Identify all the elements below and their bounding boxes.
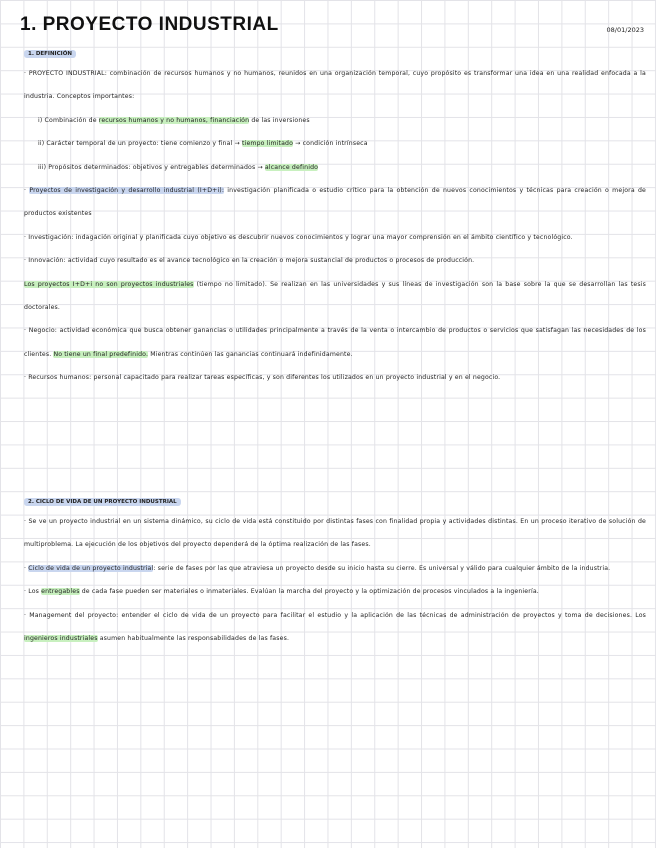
paragraph-entregables xyxy=(24,580,646,603)
paragraph-idi xyxy=(24,179,646,226)
concept-item-iii xyxy=(24,156,646,179)
highlight-alcance: alcance definido xyxy=(264,163,319,171)
paragraph-sistema-dinamico: · Se ve un proyecto industrial en un sistema dinámico, su ciclo de vida está constituido por distintas fases con finalidad propia y actividades distintas. En un proceso iterativo de solución de multiproblema. La ejecución de los objetivos del proyecto dependerá de la óptima realización de las fases. xyxy=(24,518,646,549)
paragraph-text: (tiempo no limitado). Se realizan en las universidades y sus líneas de investigación son la base sobre la que se desarrollan las tesis doctorales. xyxy=(24,280,646,312)
highlight-ciclo-vida: Ciclo de vida de un proyecto industrial xyxy=(28,564,154,572)
bullet-text: · xyxy=(24,564,29,572)
concept-text: i) Combinación de xyxy=(38,116,99,124)
concept-text: ii) Carácter temporal de un proyecto: tiene comienzo y final → xyxy=(38,140,243,148)
paragraph-text: de cada fase pueden ser materiales o inmateriales. Evalúan la marcha del proyecto y la optimización de procesos vinculados a la ingeniería. xyxy=(79,588,539,596)
paragraph-management xyxy=(24,604,646,651)
highlight-ingenieros: ingenieros industriales xyxy=(24,635,98,643)
paragraph-negocio xyxy=(24,319,646,366)
highlight-idi-note: Los proyectos I+D+i no son proyectos industriales xyxy=(24,280,194,288)
highlight-recursos: recursos humanos y no humanos, financiación xyxy=(98,116,250,124)
concept-text: de las inversiones xyxy=(249,116,310,124)
paragraph-text: · Los xyxy=(24,588,42,596)
section-heading-ciclo-vida: 2. CICLO DE VIDA DE UN PROYECTO INDUSTRIAL xyxy=(24,498,181,506)
paragraph-text: · Negocio: actividad económica que busca obtener ganancias o utilidades principalmente a través de la venta o intercambio de productos o servicios que satisfagan las necesidades de los clientes. xyxy=(24,327,646,358)
paragraph-text: asumen habitualmente las responsabilidades de las fases. xyxy=(97,635,290,643)
concept-item-ii xyxy=(24,132,646,155)
paragraph-innovacion: · Innovación: actividad cuyo resultado es el avance tecnológico en la creación o mejora sustancial de productos o procesos de producción. xyxy=(24,257,475,265)
concept-text: iii) Propósitos determinados: objetivos y entregables determinados → xyxy=(38,163,265,171)
paragraph-text: Mientras continúen las ganancias continuará indefinidamente. xyxy=(148,350,353,358)
paragraph-recursos-humanos: · Recursos humanos: personal capacitado para realizar tareas específicas, y son diferentes los utilizados en un proyecto industrial y en el negocio. xyxy=(24,374,501,382)
section-heading-definicion: 1. DEFINICIÓN xyxy=(24,50,76,58)
page-title: 1. PROYECTO INDUSTRIAL xyxy=(20,14,279,35)
paragraph-investigacion: · Investigación: indagación original y planificada cuyo objetivo es descubrir nuevos conocimientos y lograr una mayor comprensión en el ámbito científico y tecnológico. xyxy=(24,233,573,241)
concept-item-i xyxy=(24,109,646,132)
paragraph-idi-note xyxy=(24,273,646,320)
paragraph-ciclo-vida xyxy=(24,557,646,580)
highlight-tiempo: tiempo limitado xyxy=(242,140,294,148)
page-date: 08/01/2023 xyxy=(606,26,644,34)
paragraph-text: investigación planificada o estudio crítico para la obtención de nuevos conocimientos y técnicas para creación o mejora de productos existentes xyxy=(24,187,646,218)
paragraph-text: : serie de fases por las que atraviesa un proyecto desde su inicio hasta su cierre. Es universal y válido para cualquier ámbito de la industria. xyxy=(153,564,611,572)
highlight-idi: Proyectos de investigación y desarrollo industrial (I+D+i): xyxy=(29,187,225,195)
highlight-entregables: entregables xyxy=(41,588,80,596)
section-body-definicion xyxy=(24,62,646,390)
section-body-ciclo-vida xyxy=(24,510,646,650)
concept-text: → condición intrínseca xyxy=(293,140,368,148)
paragraph-proyecto-industrial: · PROYECTO INDUSTRIAL: combinación de recursos humanos y no humanos, reunidos en una organización temporal, cuyo propósito es transformar una idea en una realidad enfocada a la industria. Conceptos importantes: xyxy=(24,70,646,101)
paragraph-text: · Management del proyecto: entender el ciclo de vida de un proyecto para facilitar el estudio y la aplicación de las técnicas de administración de proyectos y toma de decisiones. Los xyxy=(24,611,646,619)
highlight-final: No tiene un final predefinido. xyxy=(53,350,149,358)
bullet-text: · xyxy=(24,187,30,195)
